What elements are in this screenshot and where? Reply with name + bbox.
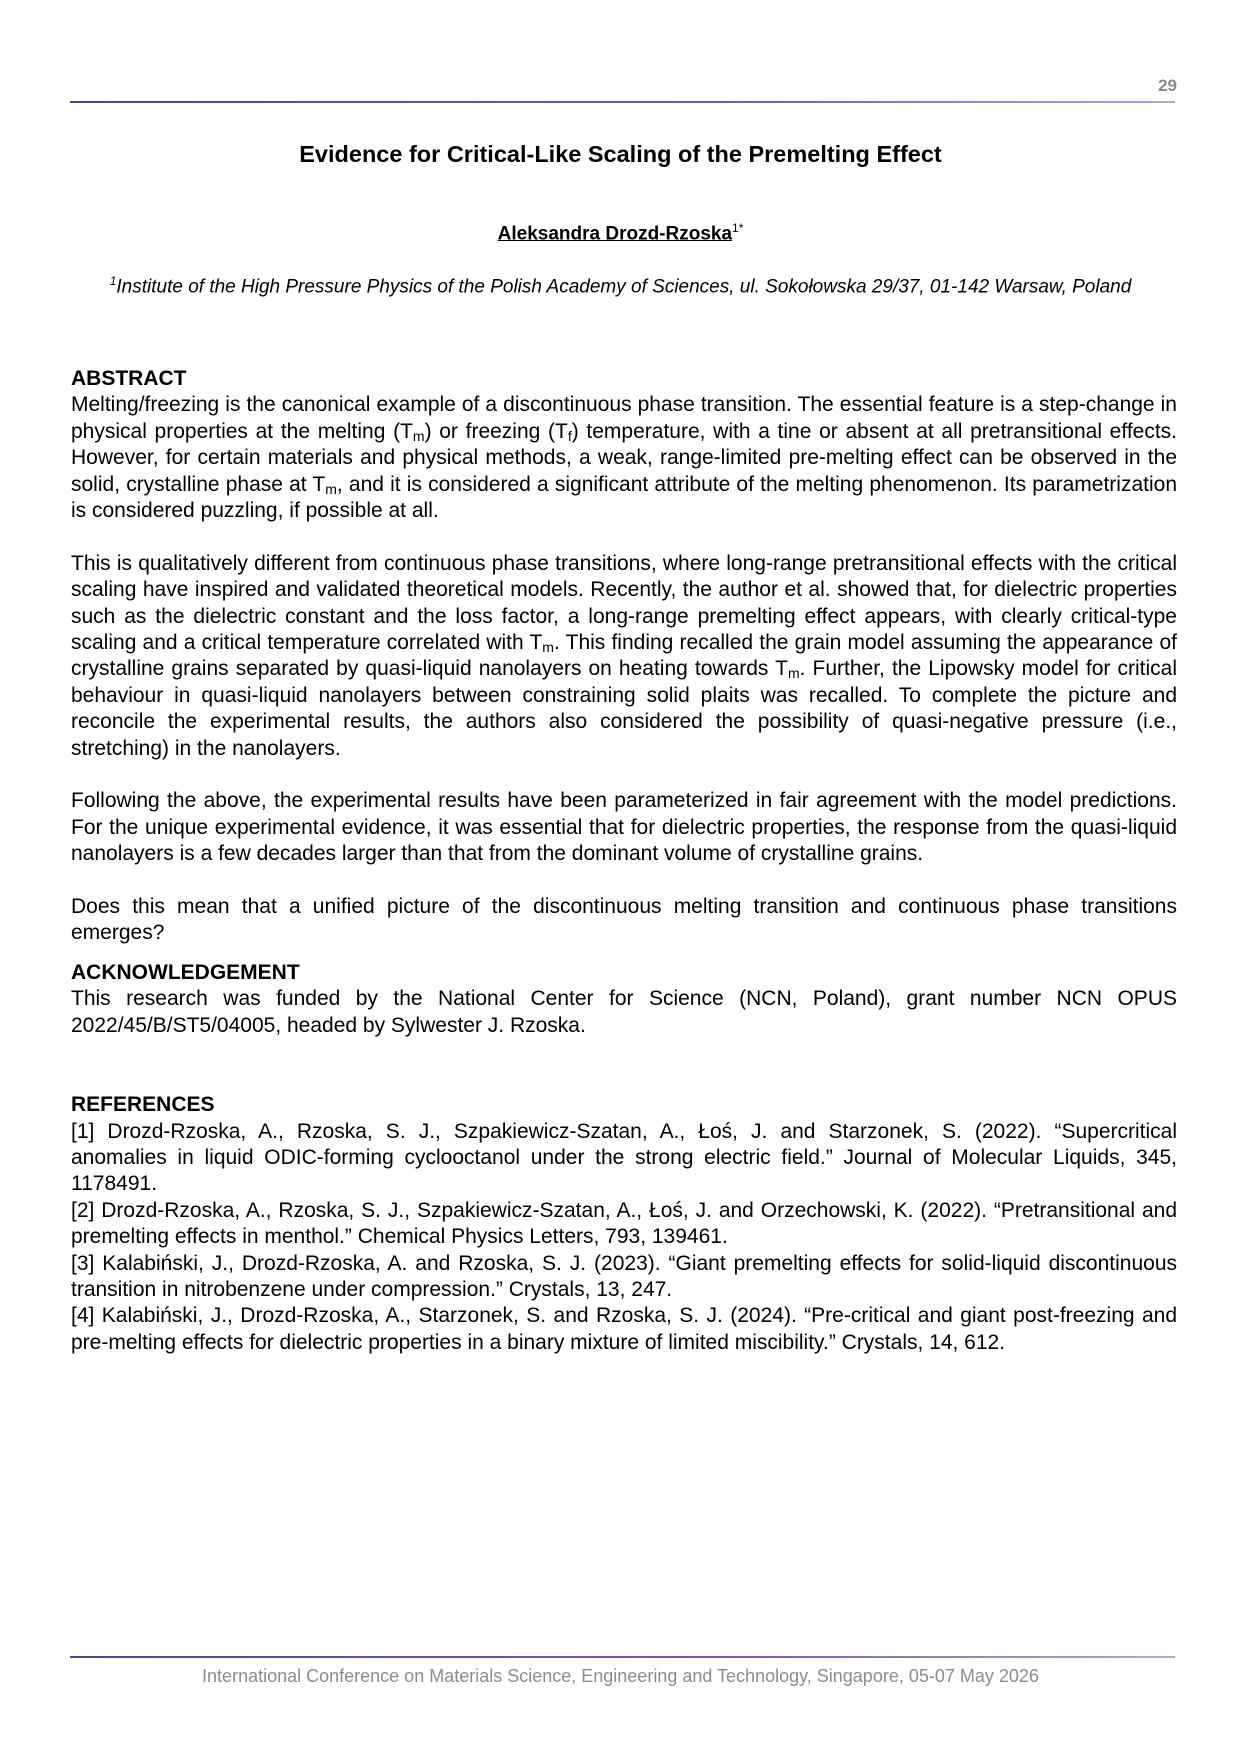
abstract-paragraph-2: This is qualitatively different from continuous phase transitions, where long-range pretransitional effects with the critical scaling have inspired and validated theoretical models. Recently, the author et al. showed that, for dielectric properties such as the dielectric constant and the loss factor, a long-range premelting effect appears, with clearly critical-type scaling and a critical temperature correlated with $T_m$. This finding recalled the grain model assuming the appearance of crystalline grains separated by quasi-liquid nanolayers on heating towards $T_m$. Further, the Lipowsky model for critical behaviour in quasi-liquid nanolayers between constraining solid plaits was recalled. To complete the picture and reconcile the experimental results, the authors also considered the possibility of quasi-negative pressure (i.e., stretching) in the nanolayers. <box>71 551 1177 760</box>
abstract-heading: ABSTRACT <box>71 367 187 390</box>
abstract-paragraph-1: Melting/freezing is the canonical example of a discontinuous phase transition. The essential feature is a step-change in physical properties at the melting $(T_m)$ or freezing $(T_f)$ temperature, with a tine or absent at all pretransitional effects. However, for certain materials and physical methods, a weak, range-limited pre-melting effect can be observed in the solid, crystalline phase at $T_m$, and it is considered a significant attribute of the melting phenomenon. Its parametrization is considered puzzling, if possible at all. <box>71 393 1178 523</box>
author-name: Aleksandra Drozd-Rzoska <box>497 223 733 245</box>
paper-title: Evidence for Critical-Like Scaling of the Premelting Effect <box>299 141 942 167</box>
footer-divider <box>70 1656 1175 1658</box>
header-divider <box>70 101 1175 103</box>
acknowledgement-heading: ACKNOWLEDGEMENT <box>71 960 300 984</box>
affiliation <box>90 269 1151 299</box>
paper-body <box>71 366 1177 1356</box>
author-affiliation-marker: 1* <box>732 221 744 235</box>
reference-item: [4] Kalabiński, J., Drozd-Rzoska, A., Starzonek, S. and Rzoska, S. J. (2024). “Pre-critical and giant post-freezing and pre-melting effects for dielectric properties in a binary mixture of limited miscibility.” Crystals, 14, 612. <box>71 1304 1177 1354</box>
page-number: 29 <box>1158 76 1177 95</box>
abstract-paragraph-3: Following the above, the experimental results have been parameterized in fair agreement with the model predictions. For the unique experimental evidence, it was essential that for dielectric properties, the response from the quasi-liquid nanolayers is a few decades larger than that from the dominant volume of crystalline grains. <box>71 789 1177 866</box>
abstract-paragraph-4: Does this mean that a unified picture of the discontinuous melting transition and continuous phase transitions emerges? <box>71 895 1177 945</box>
author-line <box>0 221 1241 245</box>
reference-item: [3] Kalabiński, J., Drozd-Rzoska, A. and Rzoska, S. J. (2023). “Giant premelting effects for solid-liquid discontinuous transition in nitrobenzene under compression.” Crystals, 13, 247. <box>71 1251 1177 1301</box>
footer-conference: International Conference on Materials Science, Engineering and Technology, Singapore, 05-07 May 2026 <box>202 1666 1039 1686</box>
reference-item: [2] Drozd-Rzoska, A., Rzoska, S. J., Szpakiewicz-Szatan, A., Łoś, J. and Orzechowski, K. (2022). “Pretransitional and premelting effects in menthol.” Chemical Physics Letters, 793, 139461. <box>71 1198 1177 1249</box>
affiliation-marker: 1 <box>109 274 117 288</box>
reference-item: [1] Drozd-Rzoska, A., Rzoska, S. J., Szpakiewicz-Szatan, A., Łoś, J. and Starzonek, S. (2022). “Supercritical anomalies in liquid ODIC-forming cyclooctanol under the strong electric field.” Journal of Molecular Liquids, 345, 1178491. <box>71 1119 1177 1196</box>
references-heading: REFERENCES <box>71 1093 215 1117</box>
affiliation-text: Institute of the High Pressure Physics of the Polish Academy of Sciences, ul. Sokołowska 29/37, 01-142 Warsaw, Poland <box>116 276 1132 298</box>
acknowledgement-text: This research was funded by the National Center for Science (NCN, Poland), grant number NCN OPUS 2022/45/B/ST5/04005, headed by Sylwester J. Rzoska. <box>71 987 1177 1037</box>
